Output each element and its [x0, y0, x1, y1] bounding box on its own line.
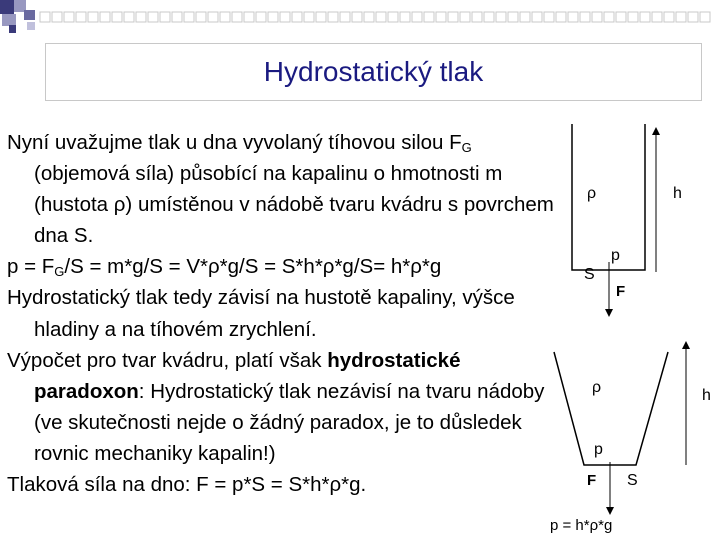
text-span: p = F — [7, 255, 55, 279]
f-label-top: F — [616, 283, 626, 300]
f-label-bottom: F — [587, 472, 597, 489]
subscript: G — [54, 264, 65, 280]
s-label-top: S — [584, 266, 595, 283]
text-span: Nyní uvažujme tlak u dna vyvolaný tíhovou silou F — [7, 131, 462, 154]
tapered-vessel-outline — [554, 352, 668, 465]
text-span: : Hydrostatický tlak nezávisí na tvaru nádoby (ve skutečnosti nejde o žádný paradox, je to důsledek rovnic mechaniky kapalin!) — [34, 379, 545, 465]
p-label-bottom: p — [594, 441, 603, 458]
text-span: /S = m*g/S = V*ρ*g/S = S*h*ρ*g/S= h*ρ*g — [64, 255, 442, 279]
rho-label-bottom: ρ — [592, 379, 602, 396]
paragraph-3: Hydrostatický tlak tedy závisí na hustotě kapaliny, výšce hladiny a na tíhovém zrychlení. — [7, 286, 515, 341]
paragraph-5: Tlaková síla na dno: F = p*S = S*h*ρ*g. — [7, 473, 367, 497]
p-label-top: p — [611, 247, 620, 264]
page-title: Hydrostatický tlak — [263, 56, 484, 87]
s-label-bottom: S — [627, 472, 638, 489]
pressure-formula: p = h*ρ*g — [550, 517, 613, 534]
box-vessel-outline — [572, 124, 645, 270]
text-span: (objemová síla) působící na kapalinu o hmotnosti m (hustota ρ) umístěnou v nádobě tvaru kvádru s povrchem dna S. — [34, 162, 554, 248]
tapered-vessel-diagram — [550, 345, 711, 534]
bold-term: hydrostatické paradoxon — [34, 348, 461, 403]
h-label-top: h — [673, 185, 682, 202]
box-vessel-diagram — [572, 124, 682, 313]
rho-label-top: ρ — [587, 185, 597, 202]
text-span: Výpočet pro tvar kvádru, platí však — [7, 348, 328, 372]
h-label-bottom: h — [702, 387, 711, 404]
subscript: G — [461, 140, 472, 155]
